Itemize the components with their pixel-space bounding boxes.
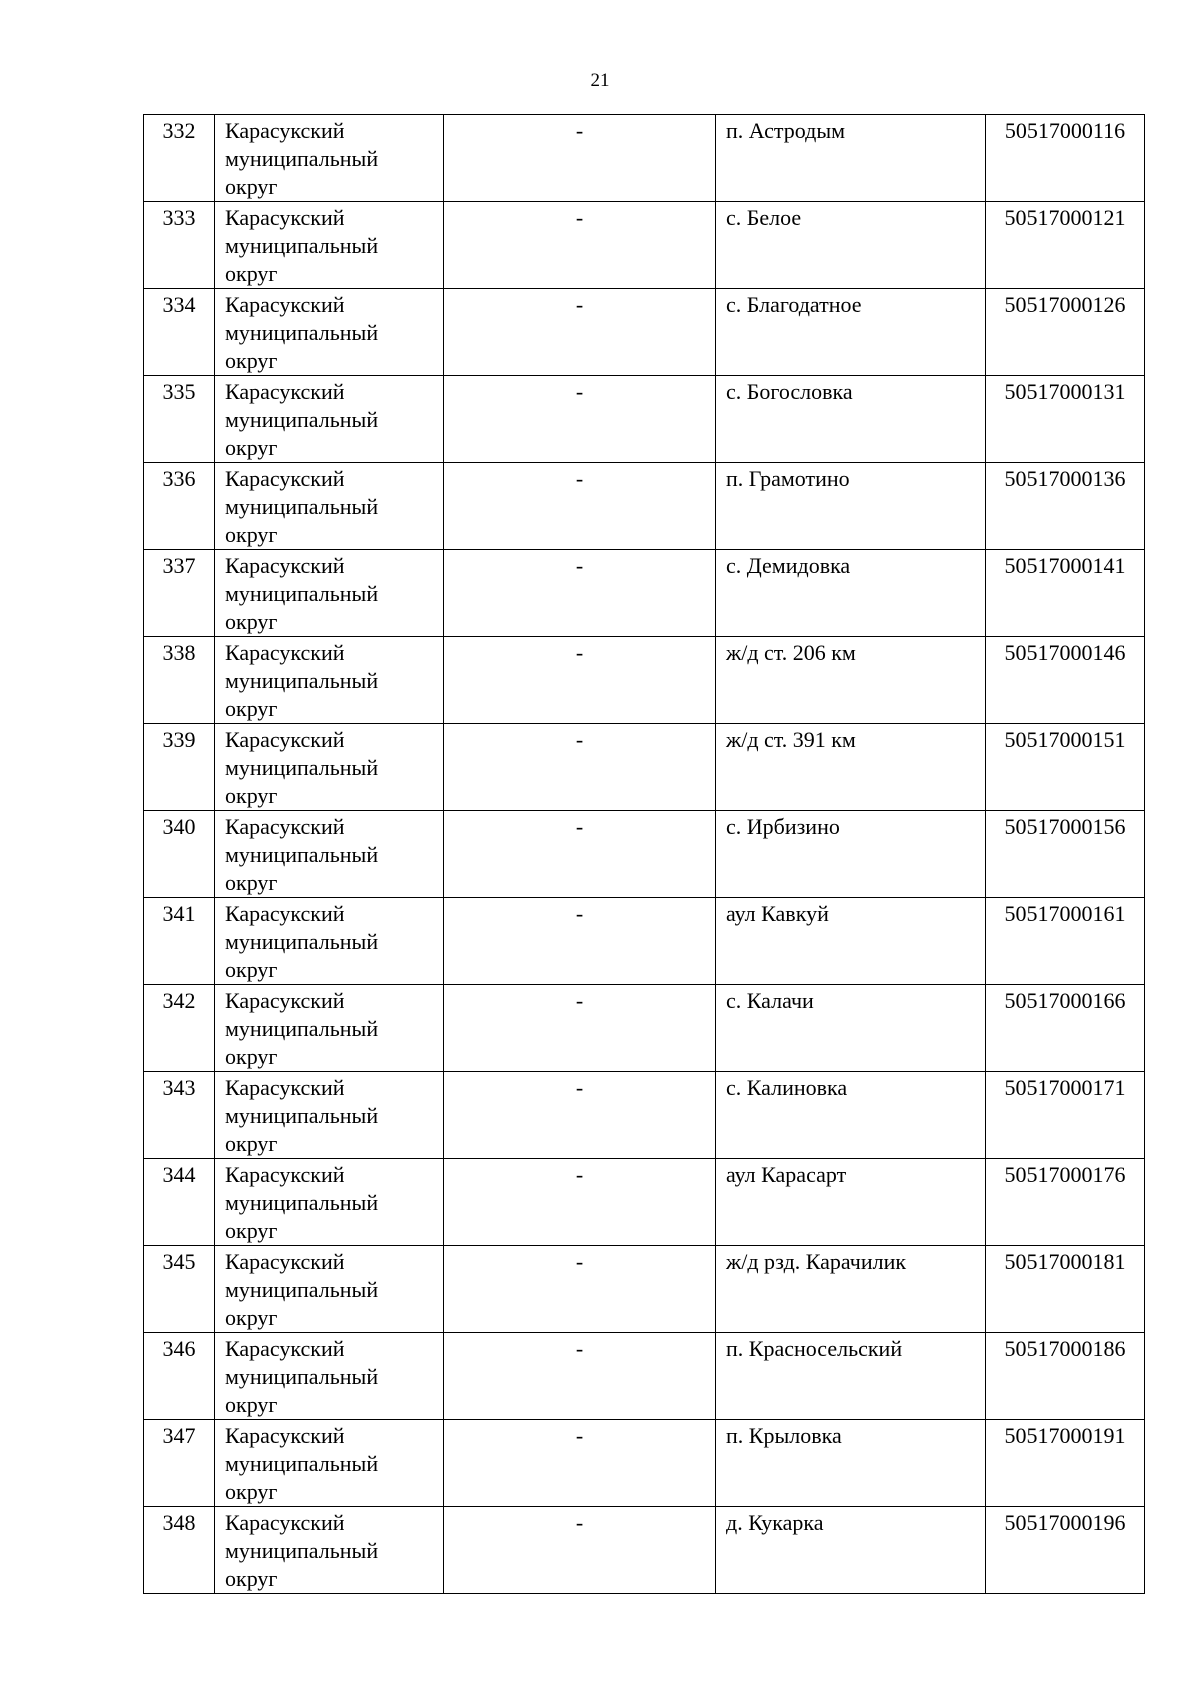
district-line: муниципальный <box>225 929 379 954</box>
settlement-cell: п. Красносельский <box>716 1333 986 1420</box>
settlement-cell: с. Белое <box>716 202 986 289</box>
row-number-cell: 346 <box>144 1333 215 1420</box>
district-cell <box>215 1333 444 1420</box>
district-line: муниципальный <box>225 581 379 606</box>
table-row <box>144 1420 1145 1507</box>
district-line: округ <box>225 1305 278 1330</box>
district-line: Карасукский <box>225 1510 345 1535</box>
table-row <box>144 289 1145 376</box>
district-line: Карасукский <box>225 1249 345 1274</box>
row-number-cell: 334 <box>144 289 215 376</box>
settlement-cell: с. Богословка <box>716 376 986 463</box>
district-line: округ <box>225 609 278 634</box>
settlement-cell: ж/д ст. 391 км <box>716 724 986 811</box>
district-line: муниципальный <box>225 494 379 519</box>
oktmo-code-cell: 50517000181 <box>986 1246 1145 1333</box>
settlement-cell: с. Ирбизино <box>716 811 986 898</box>
district-line: муниципальный <box>225 233 379 258</box>
district-line: Карасукский <box>225 1423 345 1448</box>
settlements-table <box>143 114 1145 1594</box>
table-row <box>144 1507 1145 1594</box>
district-cell <box>215 985 444 1072</box>
dash-cell: - <box>444 1072 716 1159</box>
district-line: Карасукский <box>225 814 345 839</box>
oktmo-code-cell: 50517000141 <box>986 550 1145 637</box>
dash-cell: - <box>444 1246 716 1333</box>
district-line: муниципальный <box>225 1190 379 1215</box>
district-line: Карасукский <box>225 553 345 578</box>
row-number-cell: 339 <box>144 724 215 811</box>
district-cell <box>215 289 444 376</box>
table-row <box>144 1333 1145 1420</box>
table-row <box>144 637 1145 724</box>
oktmo-code-cell: 50517000191 <box>986 1420 1145 1507</box>
district-cell <box>215 724 444 811</box>
district-line: Карасукский <box>225 988 345 1013</box>
table-row <box>144 811 1145 898</box>
district-line: Карасукский <box>225 727 345 752</box>
district-line: муниципальный <box>225 1103 379 1128</box>
dash-cell: - <box>444 550 716 637</box>
row-number-cell: 345 <box>144 1246 215 1333</box>
table-row <box>144 115 1145 202</box>
oktmo-code-cell: 50517000116 <box>986 115 1145 202</box>
dash-cell: - <box>444 898 716 985</box>
oktmo-code-cell: 50517000156 <box>986 811 1145 898</box>
dash-cell: - <box>444 289 716 376</box>
district-cell <box>215 202 444 289</box>
oktmo-code-cell: 50517000171 <box>986 1072 1145 1159</box>
row-number-cell: 333 <box>144 202 215 289</box>
district-line: муниципальный <box>225 407 379 432</box>
dash-cell: - <box>444 811 716 898</box>
oktmo-code-cell: 50517000151 <box>986 724 1145 811</box>
dash-cell: - <box>444 724 716 811</box>
district-cell <box>215 637 444 724</box>
district-line: муниципальный <box>225 1364 379 1389</box>
oktmo-code-cell: 50517000131 <box>986 376 1145 463</box>
district-cell <box>215 376 444 463</box>
table-row <box>144 985 1145 1072</box>
district-line: округ <box>225 174 278 199</box>
dash-cell: - <box>444 637 716 724</box>
district-line: Карасукский <box>225 118 345 143</box>
settlement-cell: аул Кавкуй <box>716 898 986 985</box>
oktmo-code-cell: 50517000136 <box>986 463 1145 550</box>
settlement-cell: с. Демидовка <box>716 550 986 637</box>
oktmo-code-cell: 50517000121 <box>986 202 1145 289</box>
settlement-cell: ж/д рзд. Карачилик <box>716 1246 986 1333</box>
district-line: Карасукский <box>225 292 345 317</box>
district-line: округ <box>225 1218 278 1243</box>
oktmo-code-cell: 50517000176 <box>986 1159 1145 1246</box>
dash-cell: - <box>444 463 716 550</box>
dash-cell: - <box>444 376 716 463</box>
dash-cell: - <box>444 985 716 1072</box>
row-number-cell: 332 <box>144 115 215 202</box>
row-number-cell: 335 <box>144 376 215 463</box>
oktmo-code-cell: 50517000161 <box>986 898 1145 985</box>
district-line: округ <box>225 696 278 721</box>
district-cell <box>215 550 444 637</box>
district-line: округ <box>225 957 278 982</box>
district-line: муниципальный <box>225 1538 379 1563</box>
district-cell <box>215 1420 444 1507</box>
district-line: Карасукский <box>225 1075 345 1100</box>
row-number-cell: 337 <box>144 550 215 637</box>
district-line: округ <box>225 261 278 286</box>
settlement-cell: аул Карасарт <box>716 1159 986 1246</box>
district-line: округ <box>225 522 278 547</box>
table-row <box>144 550 1145 637</box>
district-line: Карасукский <box>225 1162 345 1187</box>
dash-cell: - <box>444 202 716 289</box>
district-line: муниципальный <box>225 320 379 345</box>
district-line: округ <box>225 1131 278 1156</box>
table-row <box>144 724 1145 811</box>
table-row <box>144 1159 1145 1246</box>
district-line: Карасукский <box>225 379 345 404</box>
table-row <box>144 898 1145 985</box>
row-number-cell: 340 <box>144 811 215 898</box>
table-row <box>144 376 1145 463</box>
district-line: муниципальный <box>225 755 379 780</box>
district-line: округ <box>225 1566 278 1591</box>
row-number-cell: 344 <box>144 1159 215 1246</box>
settlement-cell: с. Благодатное <box>716 289 986 376</box>
district-line: округ <box>225 1044 278 1069</box>
settlement-cell: п. Крыловка <box>716 1420 986 1507</box>
dash-cell: - <box>444 1420 716 1507</box>
district-line: муниципальный <box>225 1016 379 1041</box>
district-line: округ <box>225 1392 278 1417</box>
row-number-cell: 336 <box>144 463 215 550</box>
oktmo-code-cell: 50517000196 <box>986 1507 1145 1594</box>
district-cell <box>215 1159 444 1246</box>
row-number-cell: 341 <box>144 898 215 985</box>
district-line: Карасукский <box>225 205 345 230</box>
table-row <box>144 202 1145 289</box>
district-cell <box>215 463 444 550</box>
district-line: округ <box>225 1479 278 1504</box>
district-line: Карасукский <box>225 1336 345 1361</box>
settlement-cell: с. Калачи <box>716 985 986 1072</box>
district-cell <box>215 1507 444 1594</box>
oktmo-code-cell: 50517000186 <box>986 1333 1145 1420</box>
table-row <box>144 463 1145 550</box>
dash-cell: - <box>444 1333 716 1420</box>
district-cell <box>215 811 444 898</box>
district-line: муниципальный <box>225 146 379 171</box>
district-cell <box>215 1246 444 1333</box>
row-number-cell: 347 <box>144 1420 215 1507</box>
district-line: округ <box>225 870 278 895</box>
table-row <box>144 1246 1145 1333</box>
page-number: 21 <box>590 70 610 91</box>
oktmo-code-cell: 50517000146 <box>986 637 1145 724</box>
table-body <box>144 115 1145 1594</box>
settlement-cell: д. Кукарка <box>716 1507 986 1594</box>
dash-cell: - <box>444 1507 716 1594</box>
oktmo-code-cell: 50517000166 <box>986 985 1145 1072</box>
district-cell <box>215 1072 444 1159</box>
district-line: округ <box>225 435 278 460</box>
district-cell <box>215 898 444 985</box>
dash-cell: - <box>444 115 716 202</box>
district-line: муниципальный <box>225 1451 379 1476</box>
district-line: муниципальный <box>225 1277 379 1302</box>
district-line: Карасукский <box>225 901 345 926</box>
table-row <box>144 1072 1145 1159</box>
row-number-cell: 343 <box>144 1072 215 1159</box>
dash-cell: - <box>444 1159 716 1246</box>
oktmo-code-cell: 50517000126 <box>986 289 1145 376</box>
settlement-cell: ж/д ст. 206 км <box>716 637 986 724</box>
district-line: округ <box>225 348 278 373</box>
row-number-cell: 348 <box>144 1507 215 1594</box>
district-line: Карасукский <box>225 466 345 491</box>
row-number-cell: 338 <box>144 637 215 724</box>
district-line: округ <box>225 783 278 808</box>
district-cell <box>215 115 444 202</box>
district-line: Карасукский <box>225 640 345 665</box>
settlement-cell: с. Калиновка <box>716 1072 986 1159</box>
row-number-cell: 342 <box>144 985 215 1072</box>
settlement-cell: п. Астродым <box>716 115 986 202</box>
district-line: муниципальный <box>225 842 379 867</box>
settlement-cell: п. Грамотино <box>716 463 986 550</box>
district-line: муниципальный <box>225 668 379 693</box>
